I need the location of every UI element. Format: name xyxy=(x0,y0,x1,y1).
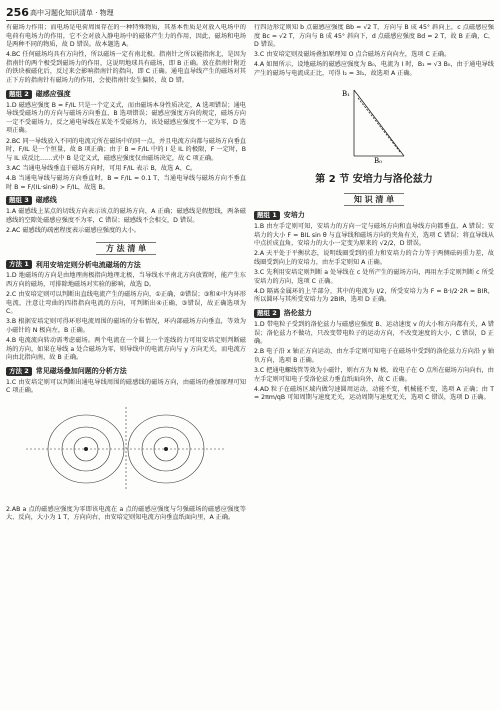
method-title: 常见磁场叠加问题的分析方法 xyxy=(35,367,127,376)
answer-paragraph: 3.C 把通电螺线管等效为小磁针，则右方为 N 极，故电子在 O 点所在磁场方向向右，由左手定则可知电子受洛伦兹力垂直纸面向外，故 C 正确。 xyxy=(254,366,494,383)
answer-paragraph: 4.B 电流流向转动需考虑磁场。两个电流在一个圆上一个连线的力可用安培定则判断磁场的方向，如果在导线 a 处合磁场为零，则导线中的电流方向与 y 方向无关，而电流方向由北指向南，故 B 正确。 xyxy=(6,337,246,362)
method-tag: 方法 2 xyxy=(6,367,32,376)
answer-paragraph: 4.AD 粒子在磁场区域内做匀速圆周运动，动能不变，机械能不变，选项 A 正确；由 T = 2πm/qB 可知周期与速度无关，运动周期与速度无关，选项 C 错误，选项 D 正确。 xyxy=(254,385,494,402)
answer-paragraph: 1.D 地磁场的方向是由地理南极指向地理北极，当导线水平南北方向放置时，能产生东西方向的磁场，可排除地磁场对实验的影响，故选 D。 xyxy=(6,272,246,288)
section-title: 第 2 节 安培力与洛伦兹力 xyxy=(315,174,433,186)
answer-paragraph: 3.B 根据安培定则可得环形电流周围的磁场的分布情况，环内部磁场方向垂直，等效为小磁针的 N 极向左，B 正确。 xyxy=(6,318,246,334)
b1-label: B₁ xyxy=(342,89,350,98)
group-tag: 题组 2 xyxy=(254,309,280,318)
vector-diagram xyxy=(254,82,494,164)
answer-paragraph: 2.C 由安培定则可以判断出直线电流产生的磁场方向，①正确，②错误；③和④中为环形电流，注意让弯曲的四指指向电流的方向，可判断出④正确，③错误，故正确选项为 C。 xyxy=(6,291,246,316)
answer-paragraph: 1.C 由安培定则可以判断出通电导线周围的磁感线的磁场方向，由磁场的叠加原理可知 C 项正确。 xyxy=(6,378,246,395)
answer-paragraph: 有磁场力作用；而电场是电荷周围存在的一种特殊物质，其基本性质是对放入电场中的电荷有电场力的作用，它不会对放入静电场中的磁体产生力的作用，因此，磁场和电场是两种不同的物质，故 D 错误。故本题选 A。 xyxy=(6,24,246,49)
group-tag: 题组 3 xyxy=(6,196,32,205)
method-heading xyxy=(6,260,246,269)
answer-paragraph: 1.B 由左手定则可知，安培力的方向一定与磁场方向和直导线方向都垂直，A 错误；安培力的大小 F = BIL sin θ 与直导线和磁场方向的夹角有关，选项 C 错误；将直导线从中点折成直角，安培力的大小一定变为原来的 √2/2，D 错误。 xyxy=(254,223,494,248)
answer-paragraph: 2.AC 磁感线的疏密程度表示磁感应强度的大小。 xyxy=(6,226,140,234)
answer-paragraph: 1.D 带电粒子受到的洛伦兹力与磁感应强度 B、运动速度 v 的大小和方向都有关，A 错误；洛伦兹力不做功，只改变带电粒子的运动方向，不改变速度的大小，C 错误，D 正确。 xyxy=(254,321,494,346)
vector-figure xyxy=(254,82,494,168)
answer-paragraph: 4.BC 任何磁场均具有方向性，所以磁场一定有南北极。指南针之所以能指南北，是因为指南针的两个极受到磁场力的作用，这说明地球具有磁场，即 B 正确。放在指南针附近的铁块被磁化后，反过来会影响指南针的指向，即 C 正确。通电直导线产生的磁场对其正下方的指南针有磁场力的作用，会使指南针发生偏转，故 D 错。 xyxy=(6,51,246,85)
page-number: 256 xyxy=(6,6,29,19)
answer-paragraph: 2.A 天平处于平衡状态，说明线圈受到的重力和安培力的合力等于两侧砝码重力差，故线圈受到向上的安培力，由左手定则知 A 正确。 xyxy=(254,250,494,267)
group-title: 磁感线 xyxy=(35,196,57,205)
group-heading xyxy=(6,90,246,99)
answer-paragraph: 4.A 如图所示，设地磁场的磁感应强度为 B₀，电流为 I 时，B₁ = √3 B₀，由于通电导线产生的磁场与电流成正比，可得 I₂ = 3I₁，故选项 A 正确。 xyxy=(254,61,494,77)
group-tag: 题组 1 xyxy=(254,211,280,220)
answer-paragraph: 行四边形定则知 b 点磁感应强度 Bb = √2 T，方向与 B 成 45° 斜向上，c 点磁感应强度 Bc = √2 T，方向与 B 成 45° 斜向下，d 点磁感应强度 Bd = 2 T，故 B 正确，C、D 错误。 xyxy=(254,24,494,49)
method-tag: 方法 1 xyxy=(6,260,32,269)
answer-paragraph: 1.A 磁感线上某点的切线方向表示该点的磁场方向，A 正确；磁感线是假想线，两条磁感线的空隙处磁感应强度不为零，C 错误；磁感线不会相交，D 错误。 xyxy=(6,208,246,224)
answer-paragraph: 3.AC 当通电导线垂直于磁场方向时，可用 F/IL 表示 B，故选 A、C。 xyxy=(6,164,197,172)
group-heading xyxy=(254,211,494,220)
knowledge-list-header xyxy=(254,194,494,205)
group-tag: 题组 2 xyxy=(6,90,32,99)
method-list-title: 方 法 清 单 xyxy=(96,242,156,255)
answer-paragraph: 2.B 电子沿 x 轴正方向运动，由左手定则可知电子在磁场中受到的洛伦兹力方向沿 y 轴负方向，选项 B 正确。 xyxy=(254,348,494,364)
field-lines-diagram xyxy=(6,399,246,499)
answer-paragraph: 3.C 由安培定则及磁场叠加原理知 O 点合磁场方向向左，选项 C 正确。 xyxy=(254,51,451,59)
method-heading xyxy=(6,367,246,376)
page-header xyxy=(6,6,494,21)
answer-paragraph: 2.BC 同一导线放入不同的电流元所在磁场中的同一点，并且电流方向都与磁场方向垂直时，F/IL 是一个恒量，故 B 项正确；由于 B = F/IL 中的 I 是 IL 的极限，F 一定时，B 与 IL 成反比……式中 B 是定义式，磁感应强度仅由磁场决定，故 C 项正确。 xyxy=(6,137,246,162)
knowledge-list-title: 知 识 清 单 xyxy=(344,193,404,206)
answer-paragraph: 3.C 先利用安培定则判断 a 处导线在 c 处所产生的磁场方向，再用左手定则判断 c 所受安培力的方向，选项 C 正确。 xyxy=(254,269,494,285)
method-list-header xyxy=(6,243,246,254)
group-title: 洛伦兹力 xyxy=(283,309,312,318)
magnetic-field-figure xyxy=(6,399,246,503)
answer-paragraph: 4.D 隔离金属环的上半部分，其中的电流为 I/2，所受安培力为 F = B·I/2·2R = BIR，所以圆环与其所受安培力为 2BIR，选项 D 正确。 xyxy=(254,287,494,304)
group-heading xyxy=(6,196,246,205)
right-column xyxy=(254,24,494,704)
answer-paragraph: 2.AB a 点的磁感应强度为零即该电流在 a 点的磁感应强度与匀强磁场的磁感应强度等大、反向，大小为 1 T，方向向右，由安培定则知电流方向垂直纸面向里，A 正确。 xyxy=(6,505,246,522)
group-heading xyxy=(254,309,494,318)
method-title: 利用安培定则分析电流磁场的方法 xyxy=(35,260,141,269)
group-title: 磁感应强度 xyxy=(35,89,71,98)
group-title: 安培力 xyxy=(283,211,305,220)
answer-paragraph: 1.D 磁感应强度 B = F/IL 只是一个定义式，而由磁场本身性质决定，A 选项错误；通电导线受磁场力的方向与磁场方向垂直，B 选项错误；磁感应强度方向的规定，磁场方向一定不受磁场力，反之通电导线在某处不受磁场力，该处磁感应强度不一定为零，D 选项正确。 xyxy=(6,101,246,135)
answer-paragraph: 4.B 当通电导线与磁场方向垂直时，B = F/IL = 0.1 T，当通电导线与磁场方向不垂直时 B = F/(IL·sinθ) > F/IL，故选 B。 xyxy=(6,174,246,191)
b0-label: B₀ xyxy=(374,156,382,164)
book-title: 高中习题化知识清单 · 物理 xyxy=(30,9,114,17)
left-column xyxy=(6,24,246,704)
